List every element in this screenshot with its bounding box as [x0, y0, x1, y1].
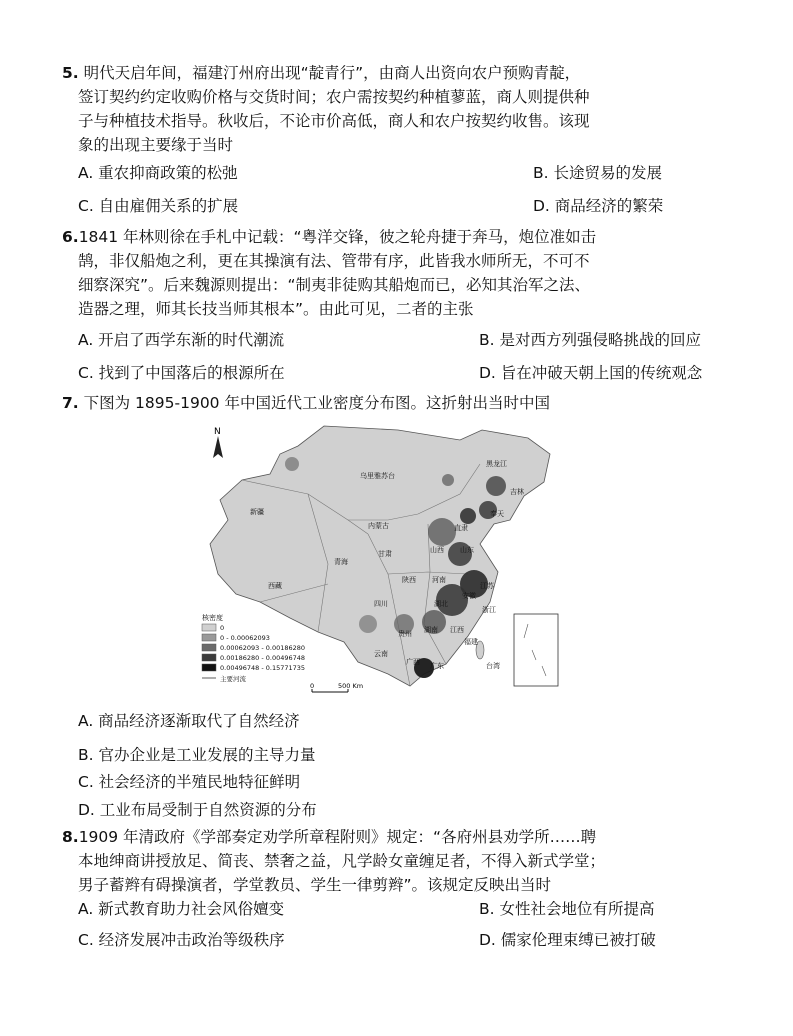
q8-line-1	[62, 826, 596, 848]
label-guizhou: 贵州	[398, 630, 412, 638]
q8-option-d[interactable]: D. 儒家伦理束缚已被打破	[479, 931, 656, 949]
label-hunan: 湖南	[424, 626, 438, 634]
q7-line-1	[62, 392, 550, 414]
q6-text-1: 1841 年林则徐在手札中记载：“粤洋交锋，彼之轮舟捷于奔马，炮位准如击	[78, 228, 597, 246]
label-henan: 河南	[432, 576, 446, 584]
north-label: N	[214, 427, 221, 437]
q7-option-c[interactable]: C. 社会经济的半殖民地特征鲜明	[78, 773, 301, 791]
q6-option-b[interactable]: B. 是对西方列强侵略挑战的回应	[479, 331, 701, 349]
label-uliastai: 乌里雅苏台	[360, 472, 395, 480]
label-zhili: 直隶	[454, 524, 468, 532]
legend-river: 主要河流	[220, 675, 246, 683]
label-jiangxi: 江西	[450, 626, 464, 634]
q8-option-a[interactable]: A. 新式教育助力社会风俗嬗变	[78, 900, 285, 918]
label-heilongjiang: 黑龙江	[486, 460, 507, 468]
q7-option-b[interactable]: B. 官办企业是工业发展的主导力量	[78, 746, 316, 764]
label-qinghai: 青海	[334, 558, 348, 566]
label-fengtian: 奉天	[490, 510, 504, 518]
label-jilin: 吉林	[510, 488, 524, 496]
q7-number: 7.	[62, 394, 79, 412]
label-shanxi: 山西	[430, 546, 444, 554]
q6-number: 6.	[62, 228, 79, 246]
q5-option-a[interactable]: A. 重农抑商政策的松弛	[78, 164, 238, 182]
q5-line-1	[62, 62, 580, 84]
q5-number: 5.	[62, 64, 79, 82]
industry-density-map	[198, 424, 566, 707]
q8-number: 8.	[62, 828, 79, 846]
legend-item-1: 0 - 0.00062093	[220, 634, 270, 642]
label-shandong: 山东	[460, 546, 474, 554]
q5-option-c[interactable]: C. 自由雇佣关系的扩展	[78, 197, 239, 215]
q7-option-d[interactable]: D. 工业布局受制于自然资源的分布	[78, 801, 317, 819]
q6-option-d[interactable]: D. 旨在冲破天朝上国的传统观念	[479, 364, 703, 382]
label-shaanxi: 陕西	[402, 576, 416, 584]
q5-line-4: 象的出现主要缘于当时	[78, 136, 234, 154]
q8-line-2: 本地绅商讲授放足、简丧、禁奢之益，凡学龄女童缠足者，不得入新式学堂；	[78, 852, 606, 870]
legend-title: 核密度	[202, 614, 223, 622]
q5-line-2: 签订契约约定收购价格与交货时间；农户需按契约种植蓼蓝，商人则提供种	[78, 88, 590, 106]
label-gansu: 甘肃	[378, 550, 392, 558]
q7-option-a[interactable]: A. 商品经济逐渐取代了自然经济	[78, 712, 300, 730]
q8-option-c[interactable]: C. 经济发展冲击政治等级秩序	[78, 931, 285, 949]
scale-label: 500 Km	[338, 682, 364, 690]
q5-option-b[interactable]: B. 长途贸易的发展	[533, 164, 662, 182]
scale-zero: 0	[310, 682, 315, 690]
label-guangdong: 广东	[430, 662, 444, 670]
q8-line-3: 男子蓄辫有碍操演者，学堂教员、学生一律剪辫”。该规定反映出当时	[78, 876, 552, 894]
label-sichuan: 四川	[374, 600, 388, 608]
label-xinjiang: 新疆	[250, 508, 264, 516]
legend-item-2: 0.00062093 - 0.00186280	[220, 644, 306, 652]
q6-line-4: 造器之理，师其长技当师其根本”。由此可见，二者的主张	[78, 300, 474, 318]
q6-line-1	[62, 226, 596, 248]
label-hubei: 湖北	[434, 600, 448, 608]
q5-option-d[interactable]: D. 商品经济的繁荣	[533, 197, 664, 215]
q5-text-1: 明代天启年间，福建汀州府出现“靛青行”，由商人出资向农户预购青靛，	[83, 64, 581, 82]
label-tibet: 西藏	[268, 582, 282, 590]
label-zhejiang: 浙江	[482, 606, 496, 614]
legend-item-3: 0.00186280 - 0.00496748	[220, 654, 306, 662]
south-sea-inset	[514, 614, 558, 686]
q6-line-2: 鹄，非仅船炮之利，更在其操演有法、管带有序，此皆我水师所无，不可不	[78, 252, 590, 270]
label-taiwan: 台湾	[486, 662, 500, 670]
q8-option-b[interactable]: B. 女性社会地位有所提高	[479, 900, 655, 918]
q8-text-1: 1909 年清政府《学部奏定劝学所章程附则》规定：“各府州县劝学所……聘	[78, 828, 597, 846]
q6-option-c[interactable]: C. 找到了中国落后的根源所在	[78, 364, 285, 382]
label-inner-mongolia: 内蒙古	[368, 522, 389, 530]
label-yunnan: 云南	[374, 650, 388, 658]
q6-line-3: 细察深究”。后来魏源则提出：“制夷非徒购其船炮而已，必知其治军之法、	[78, 276, 591, 294]
label-jiangsu: 江苏	[480, 582, 494, 590]
legend-item-0: 0	[220, 624, 225, 632]
label-fujian: 福建	[464, 638, 478, 646]
q7-text: 下图为 1895-1900 年中国近代工业密度分布图。这折射出当时中国	[83, 394, 550, 412]
label-anhui: 安徽	[462, 592, 476, 600]
q6-option-a[interactable]: A. 开启了西学东渐的时代潮流	[78, 331, 285, 349]
q5-line-3: 子与种植技术指导。秋收后，不论市价高低，商人和农户按契约收售。该现	[78, 112, 590, 130]
label-guangxi: 广西	[406, 658, 420, 666]
map-figure	[198, 424, 566, 707]
legend-item-4: 0.00496748 - 0.15771735	[220, 664, 306, 672]
